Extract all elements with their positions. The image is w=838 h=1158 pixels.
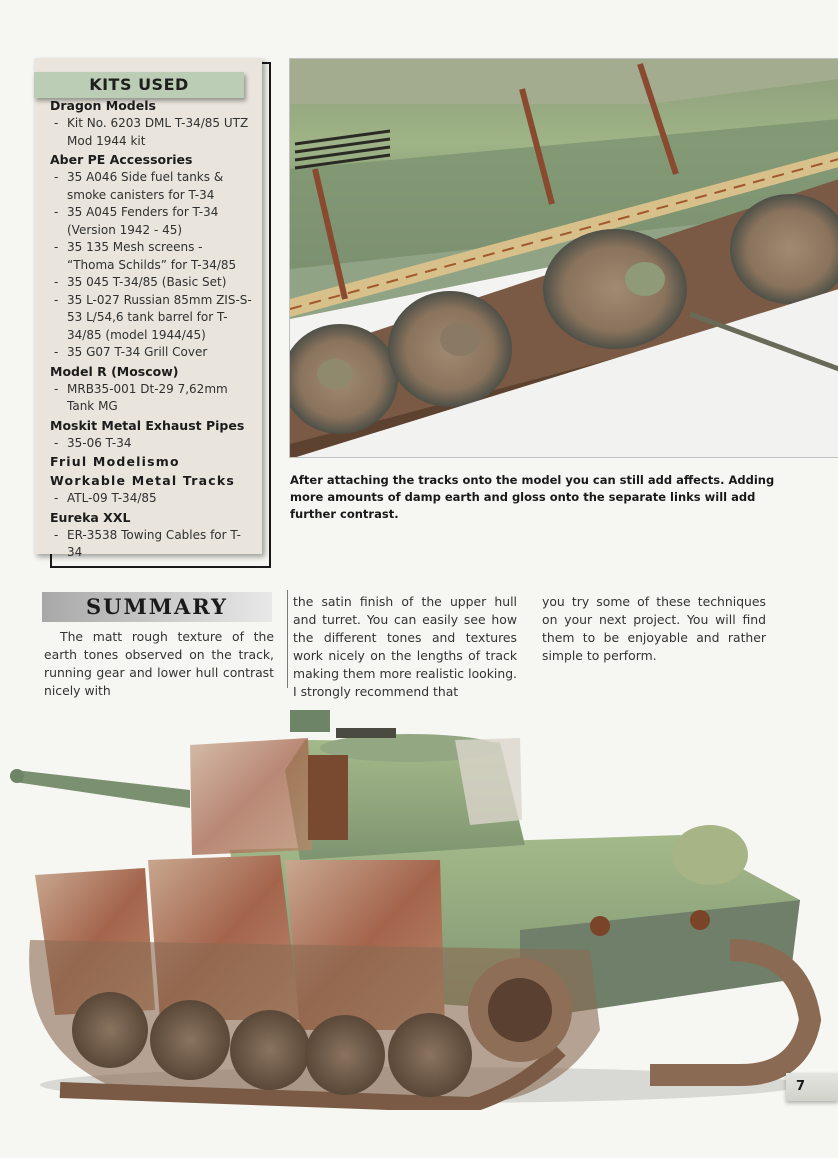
bullet-dash: - [54,116,59,130]
kit-item [50,344,252,362]
tank-model-photo [0,690,838,1110]
kit-item-text: 35 045 T-34/85 (Basic Set) [67,275,227,289]
kit-item-text: ATL-09 T-34/85 [67,491,157,505]
kit-item [50,115,252,150]
tank-model-image [0,690,838,1110]
kit-item-text: 35 L-027 Russian 85mm ZIS-S-53 L/54,6 tank barrel for T-34/85 (model 1944/45) [67,292,252,342]
bullet-dash: - [54,491,59,505]
kits-used-title: KITS USED [34,72,244,98]
kit-item [50,381,252,416]
kit-maker: Moskit Metal Exhaust Pipes [50,417,245,433]
kit-maker: Dragon Models [50,98,156,113]
kit-maker: Friul Modelismo Workable Metal Tracks [50,454,235,488]
bullet-dash: - [54,527,59,542]
tracks-closeup-image [290,59,838,458]
bullet-dash: - [54,275,59,289]
kit-item [50,527,252,562]
column-divider [287,590,288,688]
kit-item [50,204,252,239]
kit-item-text: Kit No. 6203 DML T-34/85 UTZ Mod 1944 kit [67,116,249,148]
bullet-dash: - [54,292,59,307]
bullet-dash: - [54,205,59,219]
kit-item-text: 35-06 T-34 [67,435,132,450]
tracks-closeup-photo [289,58,838,458]
kits-list [50,96,252,562]
kit-item-text: 35 A046 Side fuel tanks & smoke canisters for T-34 [67,170,224,202]
bullet-dash: - [54,345,59,359]
kit-maker: Model R (Moscow) [50,363,179,379]
page-number: 7 [786,1073,838,1101]
kit-maker: Eureka XXL [50,509,131,525]
kit-item-text: ER-3538 Towing Cables for T-34 [67,527,241,559]
kit-item [50,239,252,274]
photo-caption: After attaching the tracks onto the model you can still add affects. Adding more amounts of damp earth and gloss onto the separate links will add further contrast. [290,473,775,521]
kit-item [50,292,252,345]
bullet-dash: - [54,170,59,184]
summary-column-2: the satin finish of the upper hull and turret. You can easily see how the different tones and textures work nicely on the lengths of track making them more realistic looking. I strongly recommend that [293,594,517,699]
kit-item-text: 35 A045 Fenders for T-34 (Version 1942 - 45) [67,205,219,237]
kit-item [50,169,252,204]
summary-column-1: The matt rough texture of the earth tones observed on the track, running gear and lower hull contrast nicely with [44,629,274,698]
kit-item [50,490,252,508]
kit-item-text: MRB35-001 Dt-29 7,62mm Tank MG [67,381,228,413]
kit-maker: Aber PE Accessories [50,152,193,167]
kits-used-box [34,58,262,559]
summary-heading: SUMMARY [42,592,272,622]
summary-column-3: you try some of these techniques on your next project. You will find them to be enjoyable and rather simple to perform. [542,594,766,663]
kit-item [50,435,252,453]
bullet-dash: - [54,240,59,254]
bullet-dash: - [54,435,59,450]
kit-item-text: 35 G07 T-34 Grill Cover [67,345,208,359]
bullet-dash: - [54,381,59,396]
kit-item [50,274,252,292]
kit-item-text: 35 135 Mesh screens - “Thoma Schilds” for T-34/85 [67,240,237,272]
